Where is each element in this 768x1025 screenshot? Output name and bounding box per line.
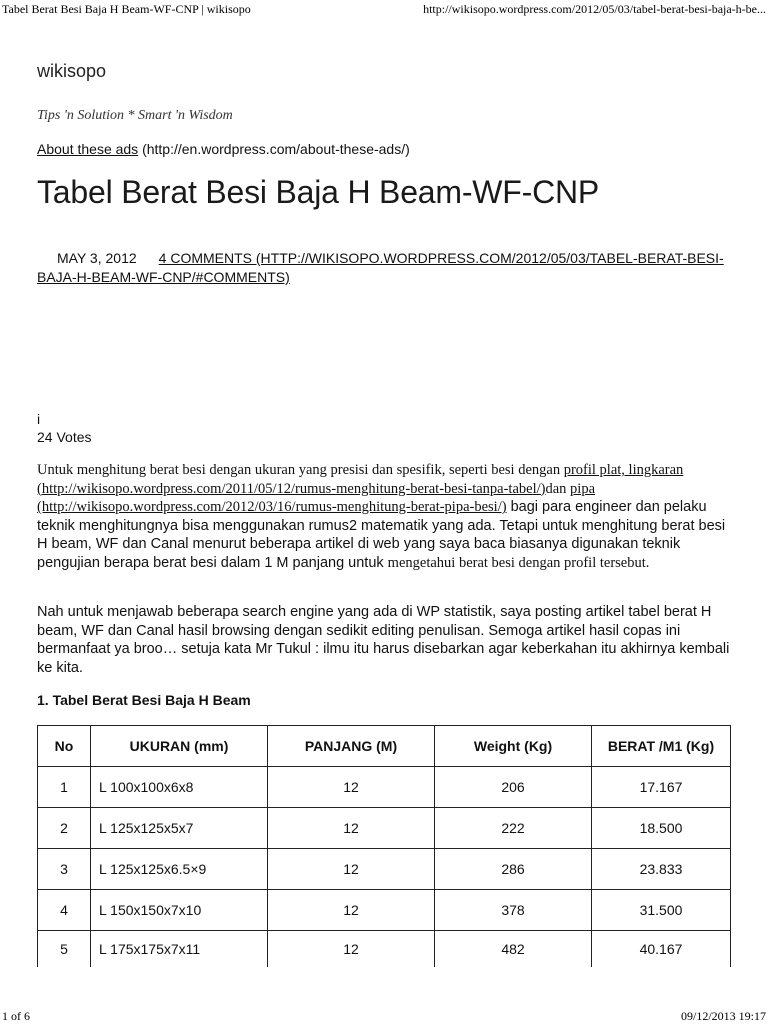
table-header-row [38, 726, 731, 767]
cell-weight: 286 [435, 849, 592, 890]
cell-ukuran: L 100x100x6x8 [91, 767, 268, 808]
cell-berat: 23.833 [592, 849, 731, 890]
profil-plat-link[interactable]: profil plat, lingkaran (http://wikisopo.wordpress.com/2011/05/12/rumus-menghitung-berat-besi-tanpa-tabel/) [37, 462, 684, 497]
print-page-number: 1 of 6 [2, 1009, 30, 1023]
cell-ukuran: L 150x150x7x10 [91, 890, 268, 931]
about-ads-link[interactable] [37, 141, 410, 157]
header-no: No [38, 726, 91, 767]
cell-no: 4 [38, 890, 91, 931]
cell-panjang: 12 [268, 890, 435, 931]
table-row [38, 931, 731, 968]
cell-panjang: 12 [268, 849, 435, 890]
cell-berat: 40.167 [592, 931, 731, 968]
cell-weight: 222 [435, 808, 592, 849]
post-title: Tabel Berat Besi Baja H Beam-WF-CNP [37, 174, 600, 210]
header-ukuran: UKURAN (mm) [91, 726, 268, 767]
cell-weight: 378 [435, 890, 592, 931]
post-meta [37, 249, 737, 287]
rating-icon[interactable]: i [37, 411, 41, 427]
print-url: http://wikisopo.wordpress.com/2012/05/03/tabel-berat-besi-baja-h-be... [423, 2, 766, 16]
header-panjang: PANJANG (M) [268, 726, 435, 767]
cell-panjang: 12 [268, 767, 435, 808]
comments-link[interactable]: 4 COMMENTS (HTTP://WIKISOPO.WORDPRESS.COM/2012/05/03/TABEL-BERAT-BESI-BAJA-H-BEAM-WF-CNP/#COMMENTS) [37, 250, 724, 285]
print-page-title: Tabel Berat Besi Baja H Beam-WF-CNP | wikisopo [2, 2, 251, 16]
cell-berat: 18.500 [592, 808, 731, 849]
intro-body: bagi para engineer dan pelaku teknik menghitungnya bisa menggunakan rumus2 matematik yang ada. Tetapi untuk menghitung berat besi H beam, WF dan Canal menurut beberapa artikel di web yang saya baca biasanya digunakan teknik pengujian berapa berat besi dalam 1 M panjang untuk [37, 499, 726, 571]
intro-end: mengetahui berat besi dengan profil tersebut. [387, 554, 650, 571]
post-date: MAY 3, 2012 [57, 250, 137, 266]
cell-berat: 31.500 [592, 890, 731, 931]
cell-ukuran: L 125x125x5x7 [91, 808, 268, 849]
cell-no: 5 [38, 931, 91, 968]
cell-berat: 17.167 [592, 767, 731, 808]
print-header [0, 2, 768, 18]
intro-paragraph [37, 461, 737, 573]
cell-no: 2 [38, 808, 91, 849]
cell-no: 3 [38, 849, 91, 890]
intro-mid: dan [545, 480, 571, 497]
table-row [38, 767, 731, 808]
cell-ukuran: L 175x175x7x11 [91, 931, 268, 968]
section-heading-h-beam: 1. Tabel Berat Besi Baja H Beam [37, 692, 251, 708]
site-tagline: Tips 'n Solution * Smart 'n Wisdom [37, 108, 233, 123]
vote-count: 24 Votes [37, 429, 92, 445]
header-weight: Weight (Kg) [435, 726, 592, 767]
table-row [38, 808, 731, 849]
about-ads-label: About these ads [37, 141, 139, 157]
intro-text: Untuk menghitung berat besi dengan ukuran yang presisi dan spesifik, seperti besi dengan [37, 462, 564, 478]
cell-no: 1 [38, 767, 91, 808]
second-paragraph: Nah untuk menjawab beberapa search engine yang ada di WP statistik, saya posting artikel tabel berat H beam, WF dan Canal hasil browsing dengan sedikit editing penulisan. Semoga artikel hasil copas ini bermanfaat ya broo… setuja kata Mr Tukul : ilmu itu harus disebarkan agar keberkahan itu akhirnya kembali ke kita. [37, 604, 730, 676]
cell-panjang: 12 [268, 931, 435, 968]
cell-weight: 482 [435, 931, 592, 968]
cell-panjang: 12 [268, 808, 435, 849]
site-title[interactable]: wikisopo [37, 61, 107, 81]
h-beam-weight-table [37, 725, 731, 967]
cell-weight: 206 [435, 767, 592, 808]
print-timestamp: 09/12/2013 19:17 [680, 1009, 766, 1023]
pipa-link[interactable]: pipa (http://wikisopo.wordpress.com/2012/03/16/rumus-menghitung-berat-pipa-besi/) [37, 480, 596, 516]
table-row [38, 890, 731, 931]
header-berat-per-m: BERAT /M1 (Kg) [592, 726, 731, 767]
print-footer [0, 1009, 768, 1025]
table-row [38, 849, 731, 890]
about-ads-url: (http://en.wordpress.com/about-these-ads/) [142, 141, 410, 157]
cell-ukuran: L 125x125x6.5×9 [91, 849, 268, 890]
